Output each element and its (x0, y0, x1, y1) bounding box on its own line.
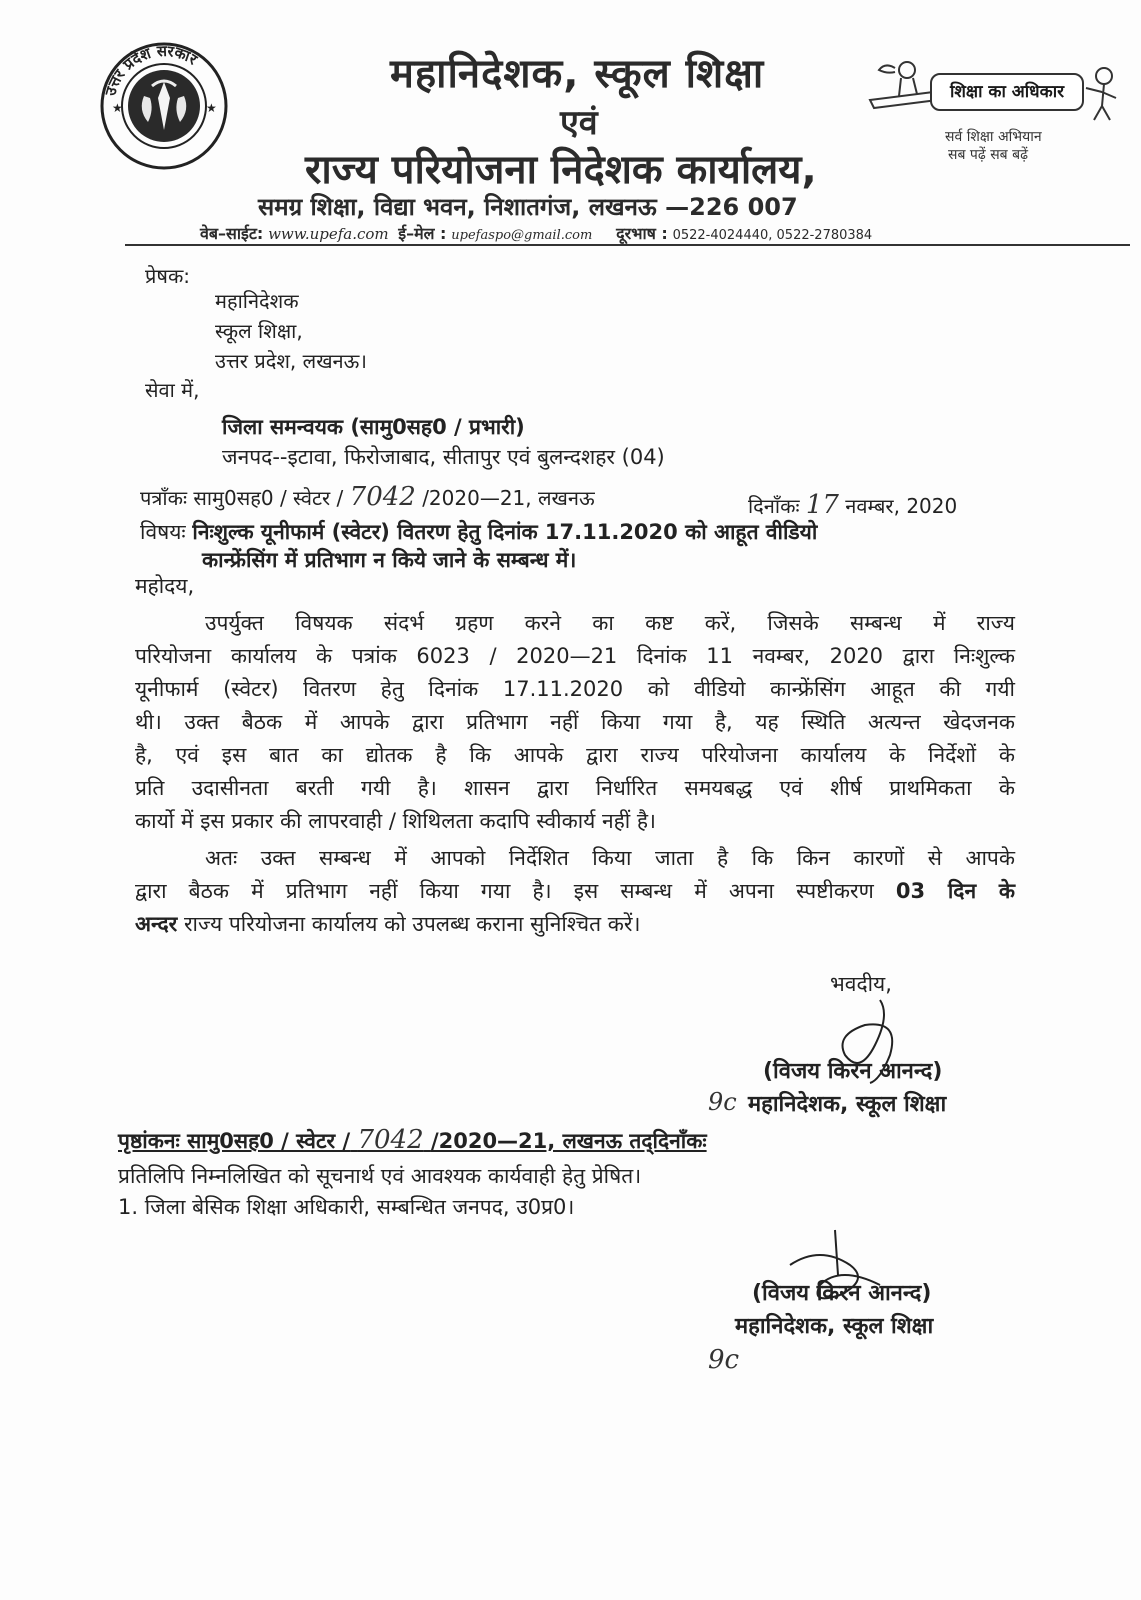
para2-line2-bold: 03 दिन के (895, 879, 1015, 903)
office-address: समग्र शिक्षा, विद्या भवन, निशातगंज, लखनऊ —226 007 (258, 193, 798, 221)
signatory-designation-1: महानिदेशक, स्कूल शिक्षा (748, 1092, 947, 1117)
para1-line: यूनीफार्म (स्वेटर) वितरण हेतु दिनांक 17.11.2020 को वीडियो कान्फ्रेंसिंग आहूत की गयी (135, 677, 1015, 701)
recipient-label: सेवा में, (145, 378, 200, 402)
email-link[interactable]: upefaspo@gmail.com (451, 228, 593, 243)
body-paragraph-2 (135, 842, 1015, 941)
copy-to-line: प्रतिलिपि निम्नलिखित को सूचनार्थ एवं आवश्यक कार्यवाही हेतु प्रेषित। (118, 1164, 642, 1188)
phone-label: दूरभाष : (616, 224, 668, 243)
para2-line2 (135, 875, 1015, 908)
sender-line2: स्कूल शिक्षा, (215, 319, 303, 343)
para2-line3 (135, 908, 1015, 941)
date-day: 17 (805, 490, 839, 520)
para2-line3-bold: अन्दर (135, 912, 178, 936)
sender-line3: उत्तर प्रदेश, लखनऊ। (215, 349, 367, 373)
office-title-line3: राज्य परियोजना निदेशक कार्यालय, (305, 147, 817, 193)
closing: भवदीय, (830, 972, 892, 996)
endorsement-number: 7042 (357, 1125, 424, 1155)
para1-line: परियोजना कार्यालय के पत्रांक 6023 / 2020—21 दिनांक 11 नवम्बर, 2020 द्वारा निःशुल्क (135, 644, 1015, 668)
contact-line (200, 222, 872, 244)
subject-text-2: कान्फ्रेंसिंग में प्रतिभाग न किये जाने के सम्बन्ध में। (202, 548, 577, 572)
subject-line1 (140, 518, 817, 546)
para1-line: है, एवं इस बात का द्योतक है कि आपके द्वारा राज्य परियोजना कार्यालय के निर्देशों के (135, 743, 1015, 767)
subject-text-1: निःशुल्क यूनीफार्म (स्वेटर) वितरण हेतु दिनांक 17.11.2020 को आहूत वीडियो (192, 520, 818, 544)
reference-line (140, 482, 595, 512)
body-paragraph-1 (135, 607, 1015, 838)
website-label: वेब–साईट: (200, 224, 264, 243)
endorsement-line (118, 1125, 707, 1155)
subject-label: विषयः (140, 520, 186, 544)
header-divider (125, 244, 1130, 246)
para1-line: उपर्युक्त विषयक संदर्भ ग्रहण करने का कष्ट करें, जिसके सम्बन्ध में राज्य (205, 611, 1015, 635)
endorsement-prefix: पृष्ठांकनः सामु0सह0 / स्वेटर / (118, 1129, 351, 1153)
signatory-designation-2: महानिदेशक, स्कूल शिक्षा (735, 1314, 934, 1339)
recipient-line2: जनपद--इटावा, फिरोजाबाद, सीतापुर एवं बुलन्दशहर (04) (222, 445, 665, 469)
para2-line3-text: राज्य परियोजना कार्यालय को उपलब्ध कराना सुनिश्चित करें। (183, 912, 641, 936)
para2-line2-text: द्वारा बैठक में प्रतिभाग नहीं किया गया है। इस सम्बन्ध में अपना स्पष्टीकरण (135, 879, 874, 903)
date-rest: नवम्बर, 2020 (845, 494, 958, 518)
svg-text:★: ★ (112, 101, 123, 115)
salutation: महोदय, (135, 574, 195, 598)
signatory-name-1: (विजय किरन आनन्द) (763, 1059, 943, 1084)
up-govt-seal-icon (98, 40, 230, 172)
phone-numbers: 0522-4024440, 0522-2780384 (672, 228, 873, 243)
para1-line: कार्यो में इस प्रकार की लापरवाही / शिथिलता कदापि स्वीकार्य नहीं है। (135, 809, 657, 833)
copy-to-item-1: 1. जिला बेसिक शिक्षा अधिकारी, सम्बन्धित जनपद, उ0प्र0। (118, 1195, 575, 1219)
patrank-suffix: /2020—21, लखनऊ (422, 486, 595, 510)
rte-badge: शिक्षा का अधिकार (930, 73, 1084, 111)
office-title-line1: महानिदेशक, स्कूल शिक्षा (390, 51, 765, 97)
patrank-number: 7042 (349, 482, 416, 512)
patrank-prefix: पत्रॉंकः सामु0सह0 / स्वेटर / (140, 486, 344, 510)
signatory-name-2: (विजय किरन आनन्द) (752, 1281, 932, 1306)
para2-line1: अतः उक्त सम्बन्ध में आपको निर्देशित किया जाता है कि किन कारणों से आपके (205, 846, 1015, 870)
office-title-line2: एवं (560, 103, 598, 143)
date-line (748, 490, 957, 520)
ssa-slogan: सब पढ़ें सब बढ़ें (948, 147, 1028, 163)
ssa-title: सर्व शिक्षा अभियान (945, 129, 1042, 145)
recipient-line1: जिला समन्वयक (सामु0सह0 / प्रभारी) (222, 415, 525, 439)
email-label: ई–मेल : (398, 224, 447, 243)
svg-text:★: ★ (206, 101, 217, 115)
date-label: दिनॉंकः (748, 494, 800, 518)
initials-1: 9c (708, 1088, 737, 1116)
para1-line: थी। उक्त बैठक में आपके द्वारा प्रतिभाग नहीं किया गया है, यह स्थिति अत्यन्त खेदजनक (135, 710, 1015, 734)
para1-line: प्रति उदासीनता बरती गयी है। शासन द्वारा निर्धारित समयबद्ध एवं शीर्ष प्राथमिकता के (135, 776, 1015, 800)
sender-label: प्रेषक: (145, 264, 191, 288)
child-icon (1082, 64, 1122, 124)
sender-line1: महानिदेशक (215, 289, 299, 313)
endorsement-suffix: /2020—21, लखनऊ तद्‌दिनॉंकः (430, 1129, 707, 1153)
website-link[interactable]: www.upefa.com (268, 225, 389, 243)
seal-text: उत्तर प्रदेश सरकार (101, 41, 201, 98)
initials-2: 9c (708, 1345, 740, 1375)
